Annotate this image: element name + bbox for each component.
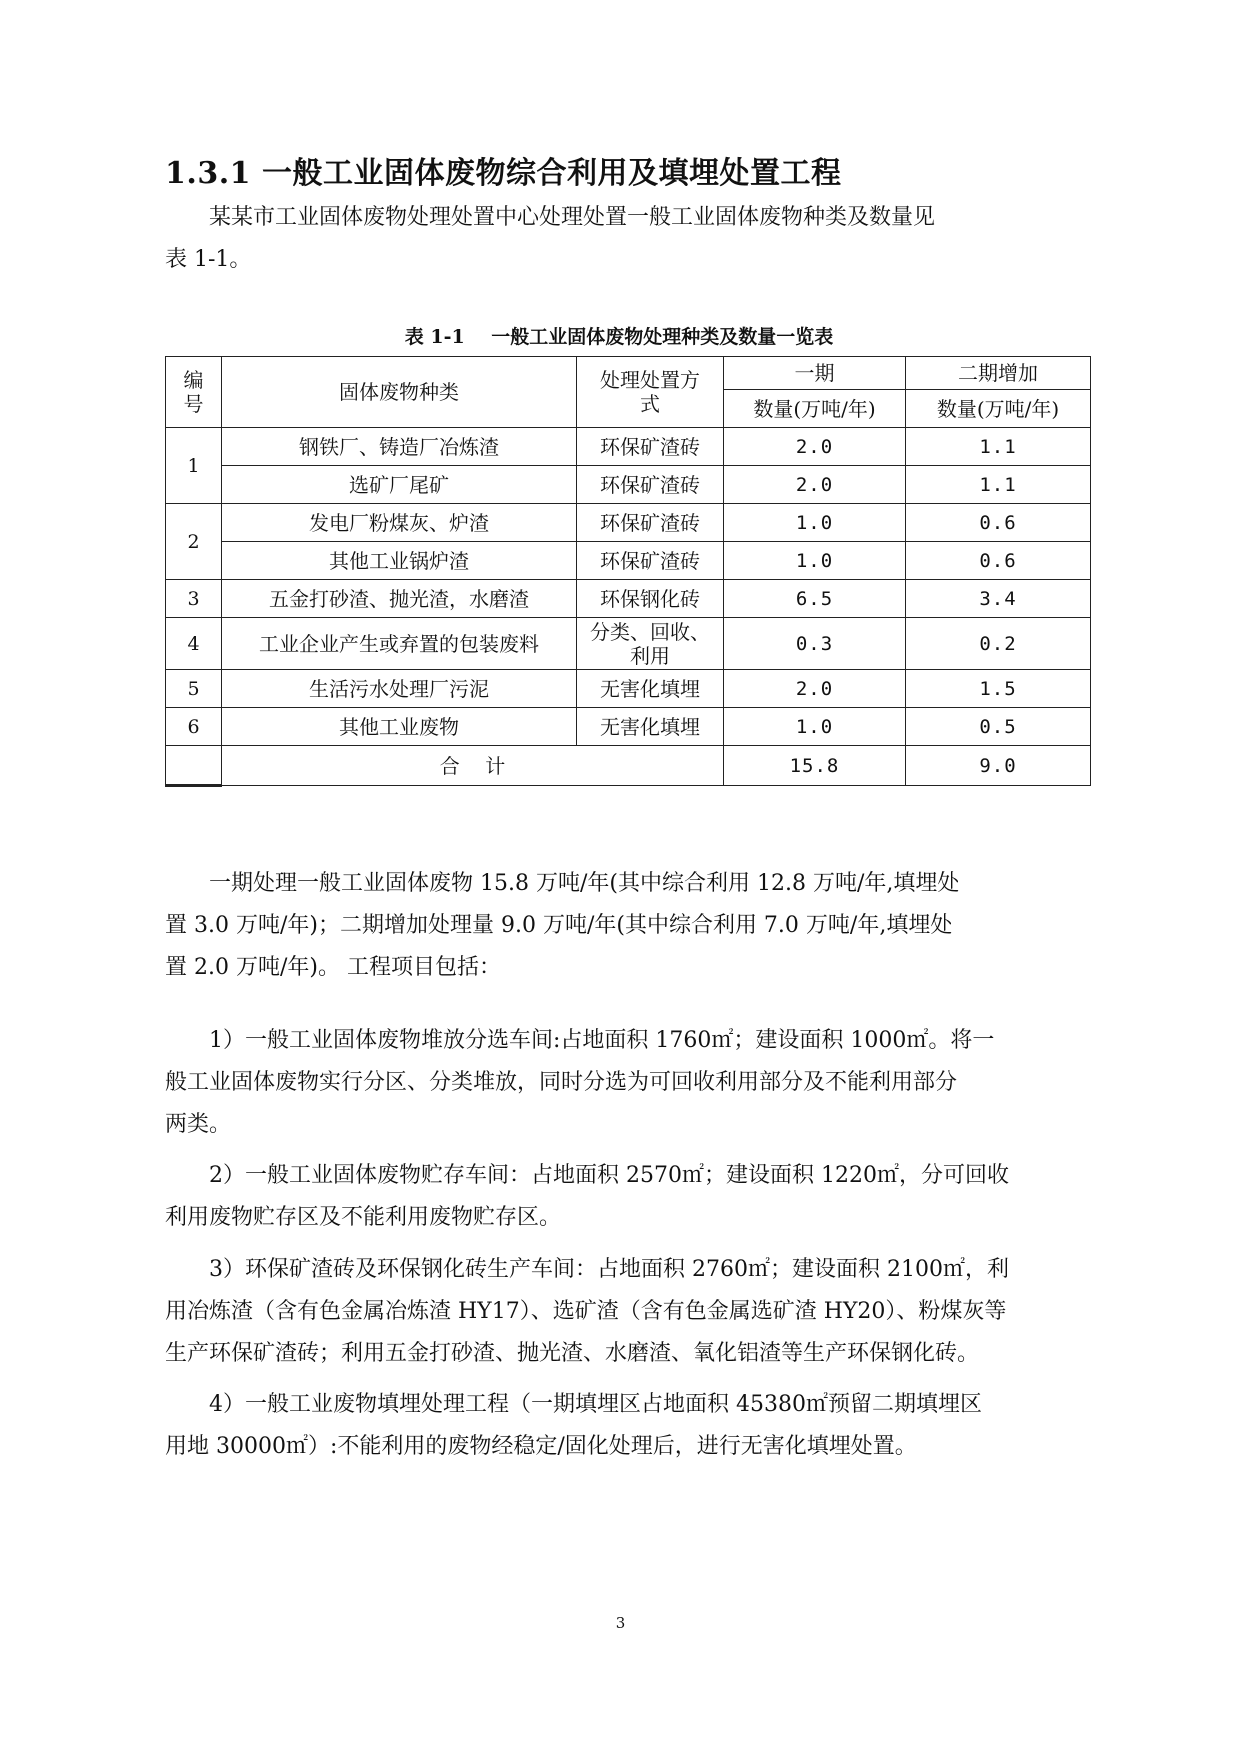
table-row bbox=[166, 466, 1091, 504]
table-row bbox=[166, 708, 1091, 746]
row-qty2: 0.6 bbox=[906, 542, 1091, 580]
total-label: 合 计 bbox=[222, 746, 724, 786]
body-line: 两类。 bbox=[165, 1112, 232, 1137]
row-type: 钢铁厂、铸造厂冶炼渣 bbox=[222, 428, 577, 466]
row-method: 环保矿渣砖 bbox=[577, 504, 724, 542]
intro-line: 某某市工业固体废物处理处置中心处理处置一般工业固体废物种类及数量见 bbox=[209, 205, 936, 230]
table-row bbox=[166, 428, 1091, 466]
row-qty2: 1.5 bbox=[906, 670, 1091, 708]
table-row bbox=[166, 670, 1091, 708]
body-line: 3）环保矿渣砖及环保钢化砖生产车间：占地面积 2760㎡；建设面积 2100㎡，利 bbox=[209, 1257, 1009, 1282]
row-no: 2 bbox=[166, 504, 222, 580]
body-line: 1）一般工业固体废物堆放分选车间:占地面积 1760㎡；建设面积 1000㎡。将一 bbox=[209, 1028, 995, 1053]
row-qty1: 1.0 bbox=[724, 504, 906, 542]
table-caption: 表 1-1 一般工业固体废物处理种类及数量一览表 bbox=[404, 326, 834, 348]
body-line: 用冶炼渣（含有色金属冶炼渣 HY17）、选矿渣（含有色金属选矿渣 HY20）、粉煤灰等 bbox=[165, 1299, 1007, 1324]
row-qty1: 1.0 bbox=[724, 708, 906, 746]
total-blank-cell bbox=[166, 746, 222, 786]
row-no: 5 bbox=[166, 670, 222, 708]
summary-paragraph bbox=[165, 863, 1073, 989]
row-type: 其他工业废物 bbox=[222, 708, 577, 746]
intro-line: 表 1-1。 bbox=[165, 247, 252, 272]
header-type: 固体废物种类 bbox=[222, 357, 577, 428]
header-qty1: 数量(万吨/年) bbox=[724, 390, 906, 428]
row-qty2: 3.4 bbox=[906, 580, 1091, 618]
row-qty2: 0.5 bbox=[906, 708, 1091, 746]
row-qty2: 1.1 bbox=[906, 466, 1091, 504]
row-qty1: 2.0 bbox=[724, 670, 906, 708]
row-method: 环保矿渣砖 bbox=[577, 542, 724, 580]
table-row bbox=[166, 618, 1091, 670]
body-line: 2）一般工业固体废物贮存车间：占地面积 2570㎡；建设面积 1220㎡，分可回收 bbox=[209, 1163, 1009, 1188]
row-type: 发电厂粉煤灰、炉渣 bbox=[222, 504, 577, 542]
body-line: 生产环保矿渣砖；利用五金打砂渣、抛光渣、水磨渣、氧化铝渣等生产环保钢化砖。 bbox=[165, 1341, 980, 1366]
body-line: 4）一般工业废物填埋处理工程（一期填埋区占地面积 45380㎡预留二期填埋区 bbox=[209, 1392, 982, 1417]
body-line: 置 2.0 万吨/年)。 工程项目包括： bbox=[165, 955, 501, 980]
header-qty2: 数量(万吨/年) bbox=[906, 390, 1091, 428]
item-3-paragraph bbox=[165, 1249, 1073, 1375]
total-qty2: 9.0 bbox=[906, 746, 1091, 786]
row-method: 分类、回收、利用 bbox=[577, 618, 724, 670]
header-row bbox=[166, 357, 1091, 390]
header-no: 编号 bbox=[166, 357, 222, 428]
table-row bbox=[166, 504, 1091, 542]
body-line: 般工业固体废物实行分区、分类堆放，同时分选为可回收利用部分及不能利用部分 bbox=[165, 1070, 958, 1095]
row-method: 无害化填埋 bbox=[577, 670, 724, 708]
total-qty1: 15.8 bbox=[724, 746, 906, 786]
item-1-paragraph bbox=[165, 1020, 1073, 1146]
row-method: 环保钢化砖 bbox=[577, 580, 724, 618]
item-2-paragraph bbox=[165, 1155, 1073, 1239]
header-phase1: 一期 bbox=[724, 357, 906, 390]
total-row bbox=[166, 746, 1091, 786]
row-qty1: 6.5 bbox=[724, 580, 906, 618]
row-method: 环保矿渣砖 bbox=[577, 466, 724, 504]
row-type: 生活污水处理厂污泥 bbox=[222, 670, 577, 708]
row-no: 3 bbox=[166, 580, 222, 618]
row-qty1: 2.0 bbox=[724, 466, 906, 504]
body-line: 置 3.0 万吨/年)；二期增加处理量 9.0 万吨/年(其中综合利用 7.0 万吨/年,填埋处 bbox=[165, 913, 953, 938]
header-phase2: 二期增加 bbox=[906, 357, 1091, 390]
waste-table bbox=[165, 356, 1091, 787]
row-no: 1 bbox=[166, 428, 222, 504]
row-qty2: 1.1 bbox=[906, 428, 1091, 466]
row-qty2: 0.6 bbox=[906, 504, 1091, 542]
body-line: 一期处理一般工业固体废物 15.8 万吨/年(其中综合利用 12.8 万吨/年,填埋处 bbox=[209, 871, 960, 896]
page-number: 3 bbox=[615, 1614, 626, 1632]
row-no: 6 bbox=[166, 708, 222, 746]
table-row bbox=[166, 580, 1091, 618]
row-method: 无害化填埋 bbox=[577, 708, 724, 746]
table-row bbox=[166, 542, 1091, 580]
intro-paragraph bbox=[165, 197, 1073, 281]
row-type: 其他工业锅炉渣 bbox=[222, 542, 577, 580]
row-qty1: 1.0 bbox=[724, 542, 906, 580]
row-type: 工业企业产生或弃置的包装废料 bbox=[222, 618, 577, 670]
row-method: 环保矿渣砖 bbox=[577, 428, 724, 466]
row-qty2: 0.2 bbox=[906, 618, 1091, 670]
row-type: 五金打砂渣、抛光渣，水磨渣 bbox=[222, 580, 577, 618]
row-type: 选矿厂尾矿 bbox=[222, 466, 577, 504]
section-heading: 1.3.1 一般工业固体废物综合利用及填埋处置工程 bbox=[165, 156, 842, 191]
body-line: 用地 30000㎡）:不能利用的废物经稳定/固化处理后，进行无害化填埋处置。 bbox=[165, 1434, 917, 1459]
header-method: 处理处置方式 bbox=[577, 357, 724, 428]
row-qty1: 2.0 bbox=[724, 428, 906, 466]
item-4-paragraph bbox=[165, 1384, 1073, 1468]
row-no: 4 bbox=[166, 618, 222, 670]
row-qty1: 0.3 bbox=[724, 618, 906, 670]
body-line: 利用废物贮存区及不能利用废物贮存区。 bbox=[165, 1205, 562, 1230]
